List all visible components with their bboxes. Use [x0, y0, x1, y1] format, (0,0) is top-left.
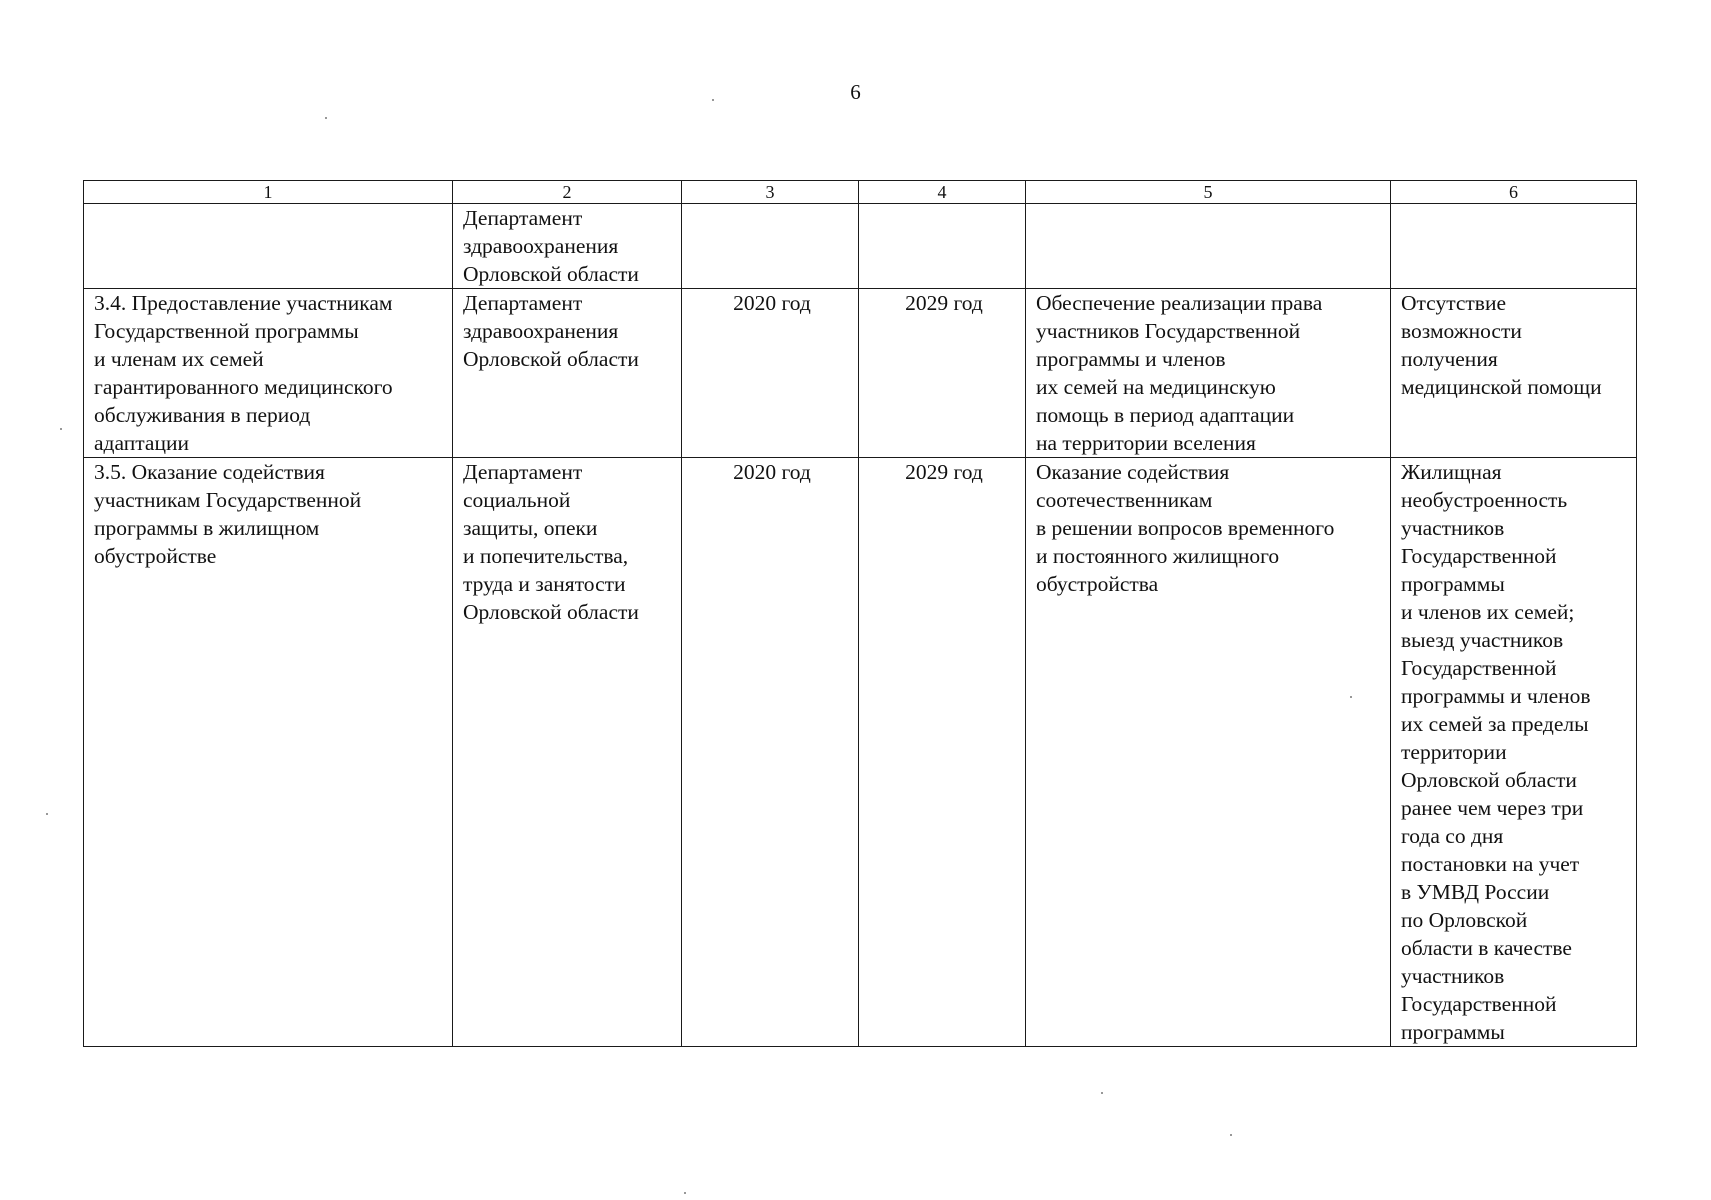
expected-result-cell: Оказание содействия соотечественникам в решении вопросов временного и постоянного жилищного обустройства: [1026, 458, 1391, 1047]
scan-speck: [46, 813, 48, 815]
scan-speck: [712, 99, 714, 101]
scan-speck: [1101, 1092, 1103, 1094]
scan-speck: [325, 117, 327, 119]
end-year-cell: 2029 год: [859, 458, 1026, 1047]
executor-cell: Департамент здравоохранения Орловской области: [453, 204, 682, 289]
scan-speck: [60, 428, 62, 430]
expected-result-cell: [1026, 204, 1391, 289]
executor-cell: Департамент здравоохранения Орловской области: [453, 289, 682, 458]
page-number: 6: [850, 80, 861, 104]
measure-cell: 3.4. Предоставление участникам Государственной программы и членам их семей гарантированного медицинского обслуживания в период адаптации: [84, 289, 453, 458]
program-measures-table: [83, 180, 1637, 1047]
measure-cell: [84, 204, 453, 289]
column-number-6: 6: [1391, 181, 1637, 204]
column-number-2: 2: [453, 181, 682, 204]
end-year-cell: [859, 204, 1026, 289]
start-year-cell: 2020 год: [682, 289, 859, 458]
column-number-5: 5: [1026, 181, 1391, 204]
consequence-cell: Жилищная необустроенность участников Государственной программы и членов их семей; выезд участников Государственной программы и членов их семей за пределы территории Орловской области ранее чем через три года со дня постановки на учет в УМВД России по Орловской области в качестве участников Государственной программы: [1391, 458, 1637, 1047]
measure-cell: 3.5. Оказание содействия участникам Государственной программы в жилищном обустройстве: [84, 458, 453, 1047]
executor-cell: Департамент социальной защиты, опеки и попечительства, труда и занятости Орловской области: [453, 458, 682, 1047]
start-year-cell: 2020 год: [682, 458, 859, 1047]
column-number-4: 4: [859, 181, 1026, 204]
scan-speck: [684, 1192, 686, 1194]
start-year-cell: [682, 204, 859, 289]
table-row: [84, 458, 1637, 1047]
expected-result-cell: Обеспечение реализации права участников Государственной программы и членов их семей на медицинскую помощь в период адаптации на территории вселения: [1026, 289, 1391, 458]
table-row: [84, 204, 1637, 289]
table-row: [84, 289, 1637, 458]
column-number-row: [84, 181, 1637, 204]
scan-speck: [1230, 1134, 1232, 1136]
column-number-3: 3: [682, 181, 859, 204]
column-number-1: 1: [84, 181, 453, 204]
consequence-cell: Отсутствие возможности получения медицинской помощи: [1391, 289, 1637, 458]
consequence-cell: [1391, 204, 1637, 289]
end-year-cell: 2029 год: [859, 289, 1026, 458]
scan-speck: [1350, 696, 1352, 698]
